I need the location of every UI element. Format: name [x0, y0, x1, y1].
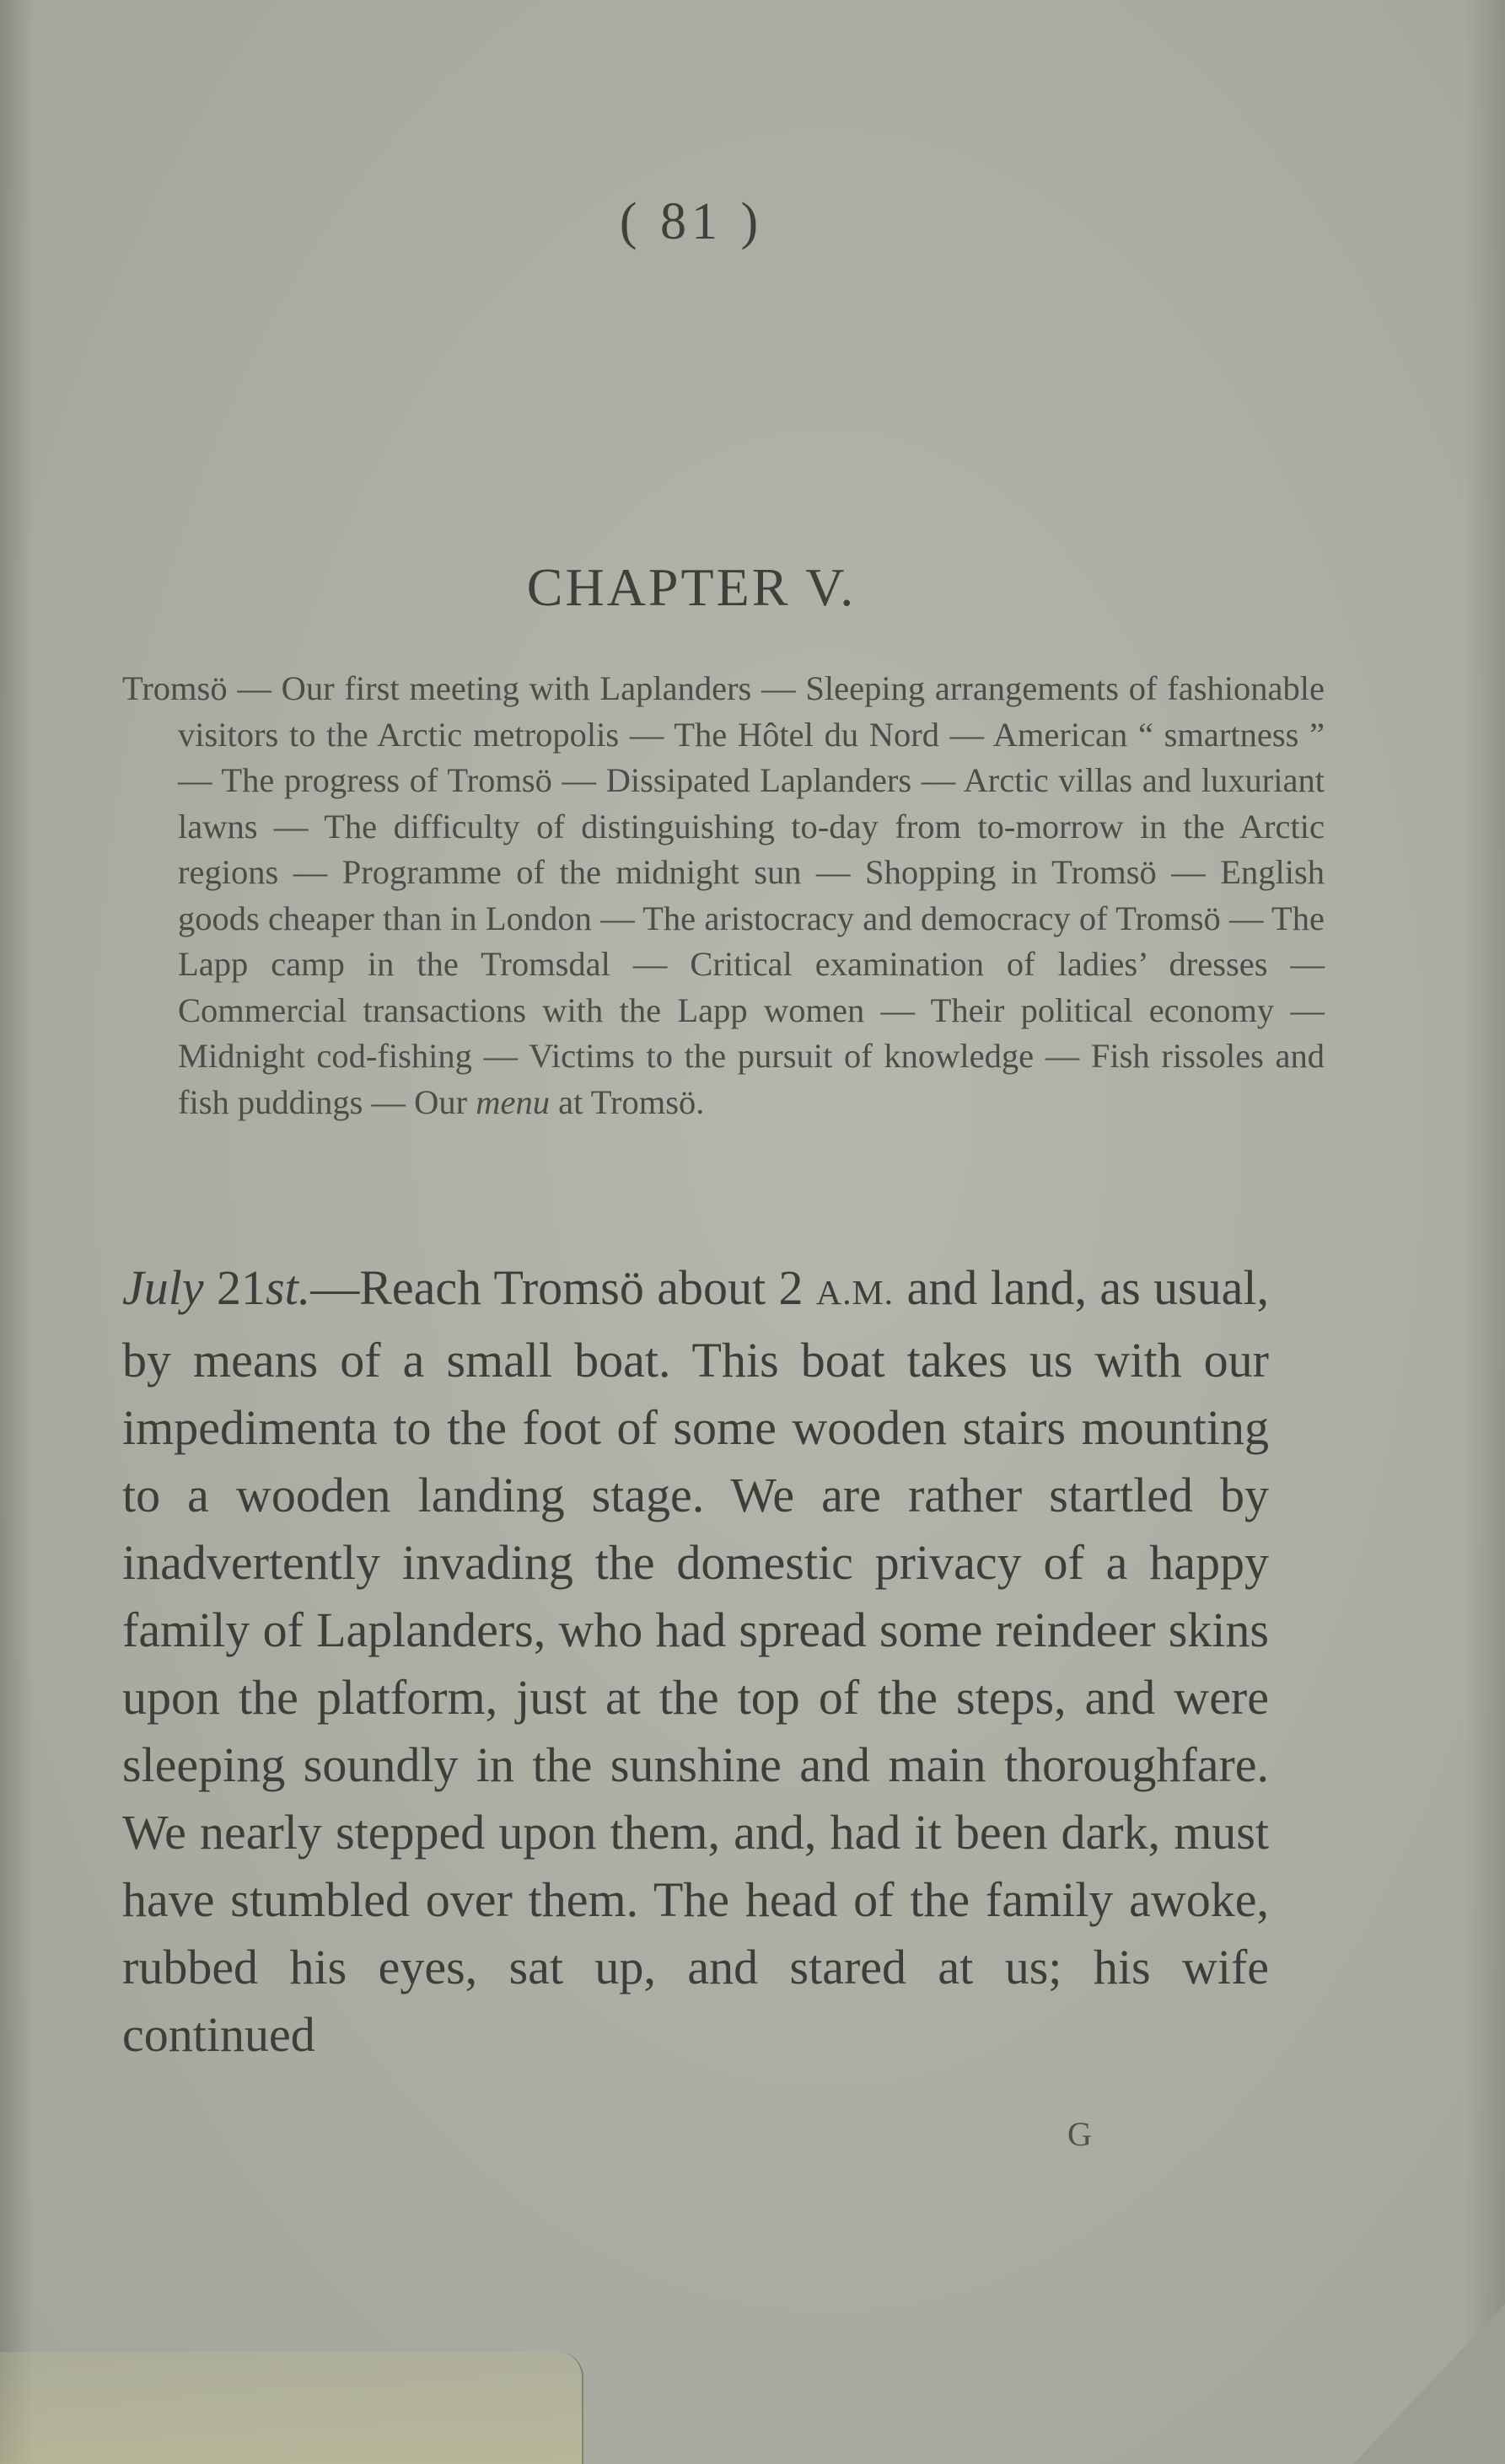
corner-fold: [1353, 2304, 1505, 2464]
body-text: and land, as usual, by means of a small boat. This boat takes us with our impedimenta to the foot of some wooden stairs mounting to a wooden landing stage. We are rather startled by inadvertently invading the domestic privacy of a happy family of Laplanders, who had spread some reindeer skins upon the platform, just at the top of the steps, and were sleeping soundly in the sunshine and main thoroughfare. We nearly stepped upon them, and, had it been dark, must have stumbled over them. The head of the family awoke, rubbed his eyes, sat up, and stared at us; his wife continued: [122, 1260, 1270, 2062]
chapter-summary: [122, 666, 1325, 1125]
right-edge-shadow: [1463, 0, 1505, 2464]
chapter-title: CHAPTER V.: [526, 557, 857, 617]
summary-text: Tromsö — Our first meeting with Laplanders — Sleeping arrangements of fashionable visitors to the Arctic metropolis — The Hôtel du Nord — American “ smartness ” — The progress of Tromsö — Dissipated Laplanders — Arctic villas and luxuriant lawns — The difficulty of distinguishing to-day from to-morrow in the Arctic regions — Programme of the midnight sun — Shopping in Tromsö — English goods cheaper than in London — The aristocracy and democracy of Tromsö — The Lapp camp in the Tromsdal — Critical examination of ladies’ dresses — Commercial transactions with the Lapp women — Their political economy — Midnight cod-fishing — Victims to the pursuit of knowledge — Fish rissoles and fish puddings — Our: [122, 669, 1325, 1121]
bottom-paper-strip: [0, 2352, 583, 2464]
time-am: A.M.: [815, 1274, 895, 1313]
date-suffix: st.: [266, 1260, 311, 1315]
left-edge-shadow: [0, 0, 34, 2464]
date-day: 21: [203, 1260, 266, 1315]
body-paragraph: [122, 1254, 1269, 2069]
signature-mark: G: [1067, 2115, 1092, 2153]
summary-italic-menu: menu: [476, 1082, 550, 1121]
summary-end: at Tromsö.: [549, 1082, 705, 1121]
body-opening: —Reach Tromsö about 2: [310, 1260, 816, 1315]
page-number: ( 81 ): [619, 193, 764, 250]
date-month: July: [122, 1260, 204, 1315]
